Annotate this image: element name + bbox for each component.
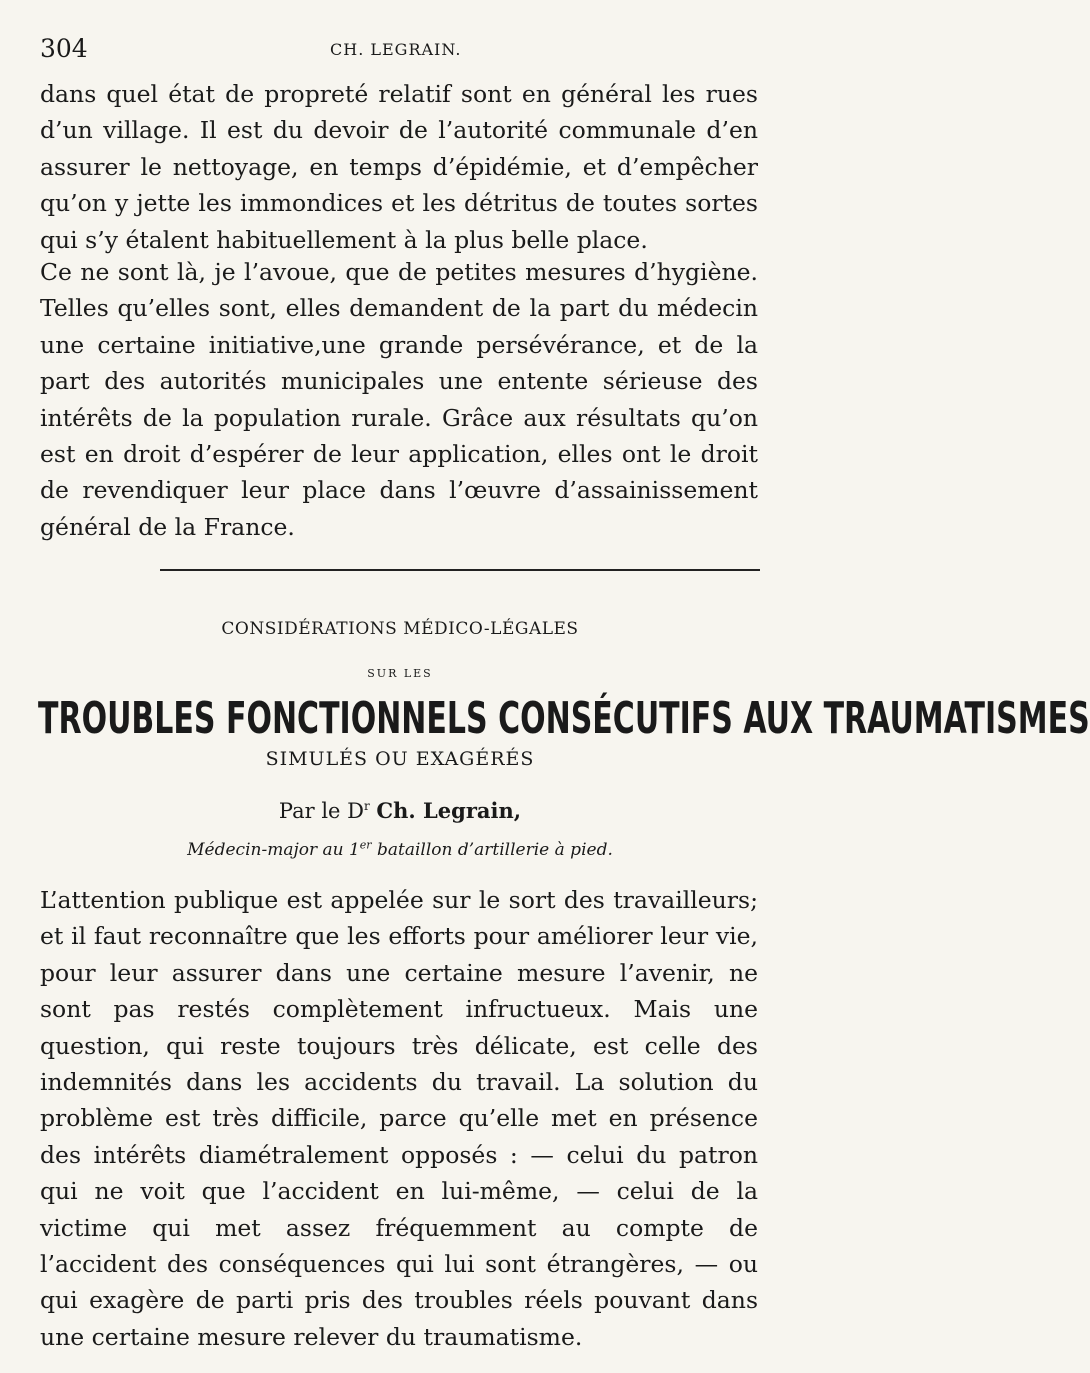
affil-prefix: Médecin-major au 1	[187, 839, 360, 860]
article-title: TROUBLES FONCTIONNELS CONSÉCUTIFS AUX TRAUMATISMES	[38, 694, 1090, 745]
byline-sup: r	[363, 799, 370, 813]
section-divider	[160, 569, 760, 571]
affil-sup: er	[359, 838, 372, 851]
paragraph-1	[40, 76, 758, 258]
paragraph-3-text: L’attention publique est appelée sur le sort des travailleurs; et il faut reconnaître que les efforts pour améliorer leur vie, pour leur assurer dans une certaine mesure l’avenir, ne sont pas restés complètement infructueux. Mais une question, qui reste toujours très délicate, est celle des indemnités dans les accidents du travail. La solution du problème est très difficile, parce qu’elle met en présence des intérêts diamétralement opposés : — celui du patron qui ne voit que l’accident en lui-même, — celui de la victime qui met assez fréquemment au compte de l’accident des conséquences qui lui sont étrangères, — ou qui exagère de parti pris des troubles réels pouvant dans une certaine mesure relever du traumatisme.	[40, 886, 758, 1351]
author-name: Ch. Legrain,	[376, 798, 522, 823]
running-title: CH. LEGRAIN.	[330, 40, 462, 59]
running-head	[40, 34, 760, 62]
author-affiliation	[0, 838, 800, 860]
article-subtitle: SIMULÉS OU EXAGÉRÉS	[265, 748, 535, 770]
paragraph-1-text: dans quel état de propreté relatif sont en général les rues d’un village. Il est du devoir de l’autorité communale d’en assurer le nettoyage, en temps d’épidémie, et d’empêcher qu’on y jette les immondices et les détritus de toutes sortes qui s’y étalent habituellement à la plus belle place.	[40, 80, 758, 254]
author-byline	[0, 798, 800, 823]
article-kicker: CONSIDÉRATIONS MÉDICO-LÉGALES	[221, 619, 579, 639]
paragraph-2	[40, 254, 758, 545]
byline-prefix: Par le D	[278, 799, 364, 823]
paragraph-2-text: Ce ne sont là, je l’avoue, que de petites mesures d’hygiène. Telles qu’elles sont, elles demandent de la part du médecin une certaine initiative,une grande persévérance, et de la part des autorités municipales une entente sérieuse des intérêts de la population rurale. Grâce aux résultats qu’on est en droit d’espérer de leur application, elles ont le droit de revendiquer leur place dans l’œuvre d’assainissement général de la France.	[40, 258, 758, 541]
article-sur: SUR LES	[367, 667, 433, 680]
paragraph-3	[40, 882, 758, 1355]
page-number: 304	[40, 34, 88, 63]
affil-rest: bataillon d’artillerie à pied.	[371, 839, 613, 860]
